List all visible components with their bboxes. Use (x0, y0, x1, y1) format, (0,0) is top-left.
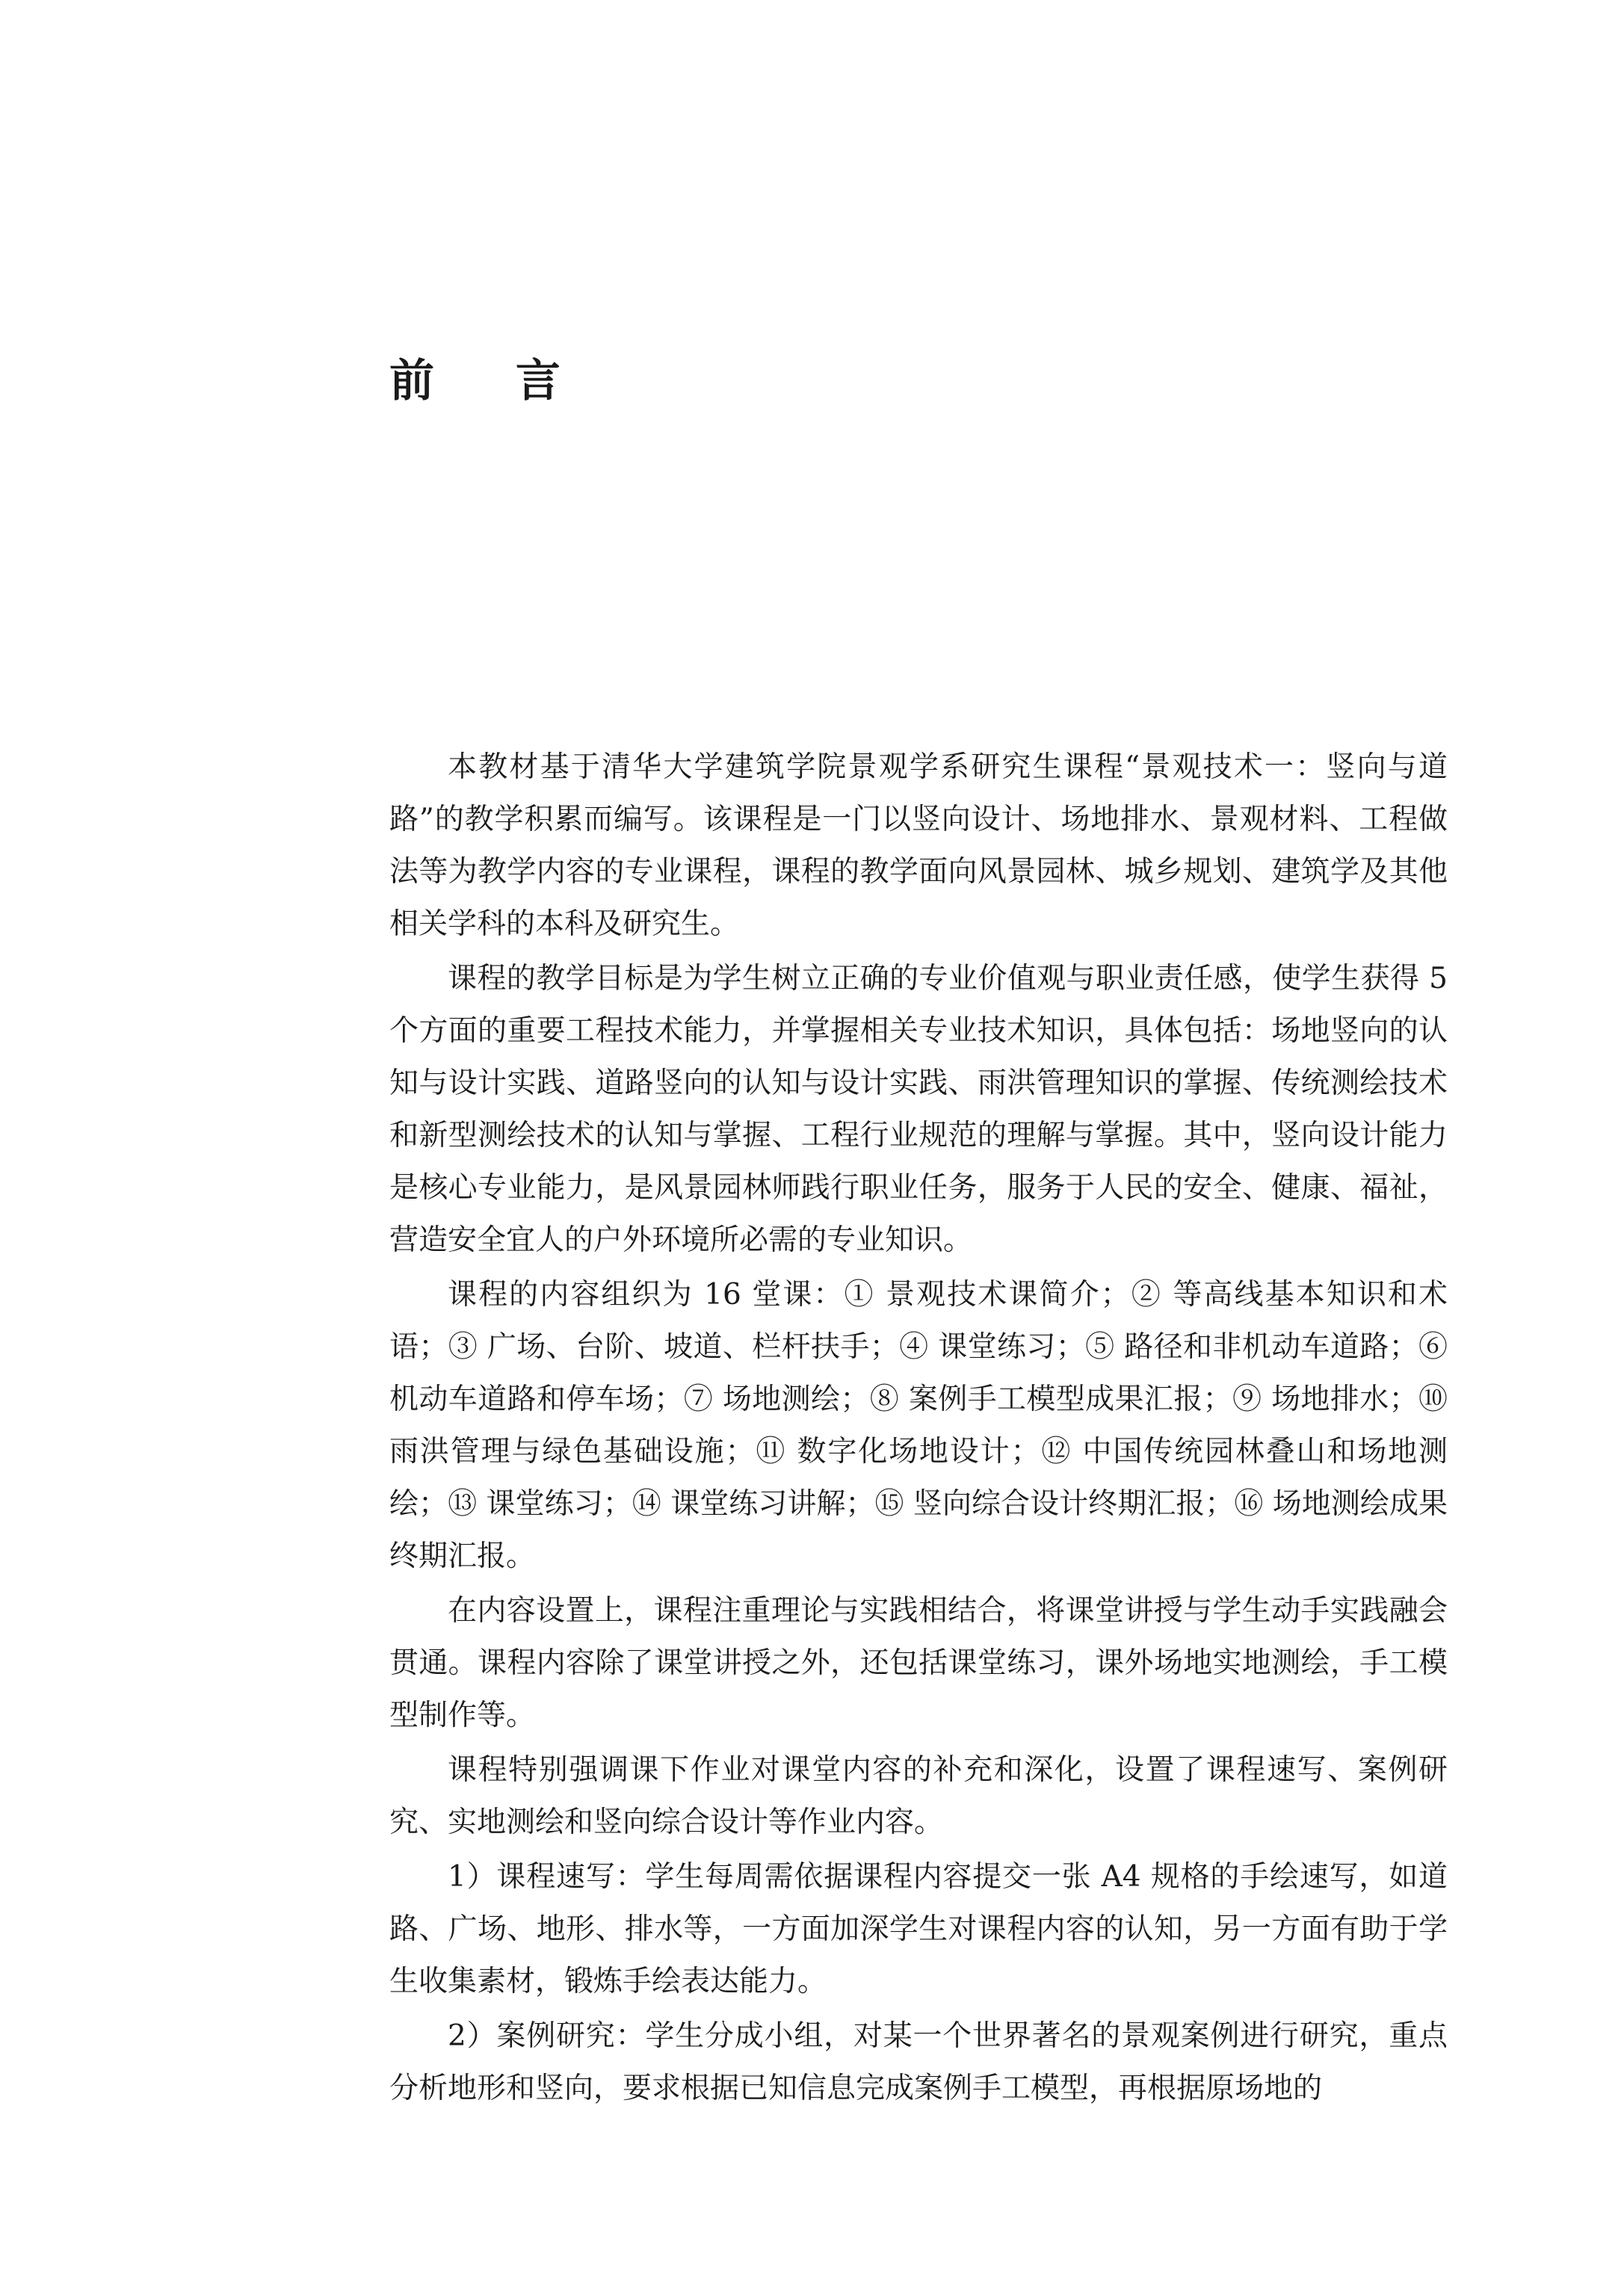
paragraph-sketch: 1）课程速写：学生每周需依据课程内容提交一张 A4 规格的手绘速写，如道路、广场、地形、排水等，一方面加深学生对课程内容的认知，另一方面有助于学生收集素材，锻炼手绘表达能力。 (389, 1860, 1448, 1998)
body-text (389, 741, 1448, 2115)
paragraph-homework: 课程特别强调课下作业对课堂内容的补充和深化，设置了课程速写、案例研究、实地测绘和竖向综合设计等作业内容。 (389, 1753, 1448, 1839)
paragraph-intro: 本教材基于清华大学建筑学院景观学系研究生课程“景观技术一：竖向与道路”的教学积累而编写。该课程是一门以竖向设计、场地排水、景观材料、工程做法等为教学内容的专业课程，课程的教学面向风景园林、城乡规划、建筑学及其他相关学科的本科及研究生。 (389, 750, 1448, 941)
paragraph-case-study: 2）案例研究：学生分成小组，对某一个世界著名的景观案例进行研究，重点分析地形和竖向，要求根据已知信息完成案例手工模型，再根据原场地的 (389, 2019, 1448, 2105)
page-title: 前 言 (389, 355, 593, 408)
paragraph-teaching-goals: 课程的教学目标是为学生树立正确的专业价值观与职业责任感，使学生获得 5 个方面的重要工程技术能力，并掌握相关专业技术知识，具体包括：场地竖向的认知与设计实践、道路竖向的认知与设计实践、雨洪管理知识的掌握、传统测绘技术和新型测绘技术的认知与掌握、工程行业规范的理解与掌握。其中，竖向设计能力是核心专业能力，是风景园林师践行职业任务，服务于人民的安全、健康、福祉，营造安全宜人的户外环境所必需的专业知识。 (389, 962, 1448, 1257)
paragraph-course-content: 课程的内容组织为 16 堂课：① 景观技术课简介；② 等高线基本知识和术语；③ 广场、台阶、坡道、栏杆扶手；④ 课堂练习；⑤ 路径和非机动车道路；⑥ 机动车道路和停车场；⑦ 场地测绘；⑧ 案例手工模型成果汇报；⑨ 场地排水；⑩ 雨洪管理与绿色基础设施；⑪ 数字化场地设计；⑫ 中国传统园林叠山和场地测绘；⑬ 课堂练习；⑭ 课堂练习讲解；⑮ 竖向综合设计终期汇报；⑯ 场地测绘成果终期汇报。 (389, 1278, 1448, 1573)
paragraph-content-setting: 在内容设置上，课程注重理论与实践相结合，将课堂讲授与学生动手实践融会贯通。课程内容除了课堂讲授之外，还包括课堂练习，课外场地实地测绘，手工模型制作等。 (389, 1594, 1448, 1732)
